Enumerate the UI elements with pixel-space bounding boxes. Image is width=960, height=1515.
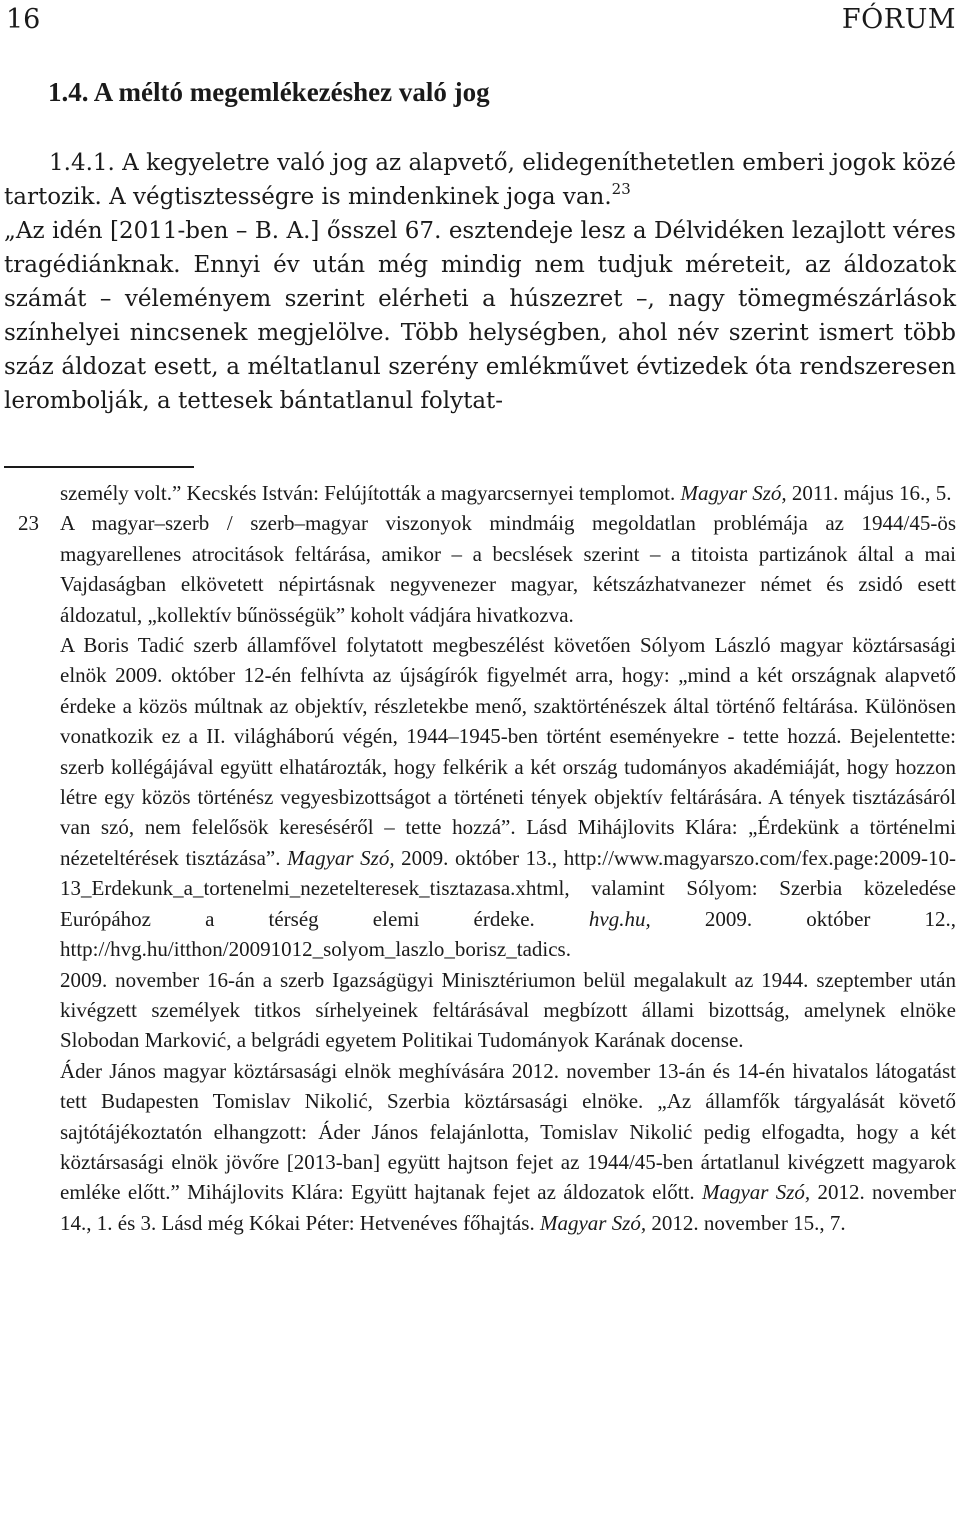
footnote-text: 2012. november 15., 7. [651, 1210, 846, 1235]
section-heading: 1.4. A méltó megemlékezéshez való jog [48, 77, 490, 107]
page-header [6, 2, 956, 38]
page-number: 16 [6, 4, 41, 35]
footnote-separator [4, 466, 194, 468]
footnote-text: A Boris Tadić szerb államfővel folytatott megbeszélést követően Sólyom László magyar köztársasági elnök 2009. október 12-én felhívta az újságírók figyelmét arra, hogy: „mind a két országnak alapvető érdeke a közös múltnak az objektív, részletekbe menő, szaktörténészek által történő feltárása. Különösen vonatkozik ez a II. világháború végén, 1944–1945-ben történt eseményekre - tette hozzá. Bejelentette: szerb kollégájával együtt elhatározták, hogy felkérik a két ország tudományos akadémiáját, hogy hozzon létre egy közös történész vegyesbizottságot a történeti tények objektív feltárására. A tények tisztázásáról van szó, nem felelősök kereséséről – tette hozzá”. Lásd Mihájlovits Klára: „Érdekünk a történelmi nézeteltérések tisztázása”. [60, 633, 956, 870]
footnote-23 [4, 508, 956, 1238]
paragraph-text: 1.4.1. A kegyeletre való jog az alapvető, elidegeníthetetlen emberi jogok közé tartozik. A végtisztességre is mindenkinek joga van. [4, 150, 957, 210]
footnote-text: személy volt.” Kecskés István: Felújították a magyarcsernyei templomot. [60, 481, 676, 505]
source-title: Magyar Szó, [539, 1210, 647, 1235]
footnote-text: 2009. október 13., http://www.magyarszo.com/fex.page:2009-10-13_Erdekunk_a_tortenelmi_nezetelteresek_tisztazasa.xhtml, valamint Sólyom: Szerbia közeledése Európához a térség elemi érdeke. [60, 845, 957, 931]
footnote-paragraph: 2009. november 16-án a szerb Igazságügyi Minisztériumon belül megalakult az 1944. szeptember után kivégzett személyek titkos sírhelyeinek feltárásával megbízott állami bizottság, amelynek elnöke Slobodan Marković, a belgrádi egyetem Politikai Tudományok Karának docense. [60, 967, 956, 1053]
footnote-paragraph: A magyar–szerb / szerb–magyar viszonyok mindmáig megoldatlan problémája az 1944/45-ös magyarellenes atrocitások feltárása, amikor – a becslések szerint – a titoista partizánok által a mai Vajdaságban elkövetett népirtásnak negyvenezer magyar, kétszázhatvanezer német és zsidó esett áldozatul, „kollektív bűnösségük” koholt vádjára hivatkozva. [60, 511, 956, 627]
body-paragraph [4, 146, 956, 214]
source-title: Magyar Szó, [701, 1180, 811, 1205]
body-text [4, 146, 956, 418]
footnote-text: Áder János magyar köztársasági elnök meghívására 2012. november 13-án és 14-én hivatalos látogatást tett Budapesten Tomislav Nikolić, Szerbia köztársasági elnöke. „Az államfők tárgyalását követő sajtótájékoztatón elhangzott: Áder János felajánlotta, Tomislav Nikolić pedig elfogadta, hogy a két köztársasági elnök jövőre [2013-ban] együtt hajtson fejet az 1944/45-ben ártatlanul kivégzett magyarok emléke előtt.” Mihájlovits Klára: Együtt hajtanak fejet az áldozatok előtt. [60, 1058, 956, 1205]
source-title: Magyar Szó, [287, 845, 395, 870]
source-title: Magyar Szó, [680, 481, 787, 505]
footnote-text: 2009. október 12., http://hvg.hu/itthon/20091012_solyom_laszlo_borisz_tadics. [60, 906, 957, 962]
footnote-text: 2011. május 16., 5. [791, 481, 952, 505]
footnote-text: 2012. november 14., 1. és 3. Lásd még Kókai Péter: Hetvenéves főhajtás. [60, 1180, 956, 1235]
footnote-paragraph [60, 1056, 956, 1238]
body-paragraph-quote: „Az idén [2011-ben – B. A.] ősszel 67. esztendeje lesz a Délvidéken lezajlott véres tragédiánknak. Ennyi év után még mindig nem tudjuk méreteit, az áldozatok számát – véleményem szerint elérheti a húszezret –, nagy tömegmészárlások színhelyei nincsenek megjelölve. Több helységben, ahol név szerint ismert több száz áldozat esett, a méltatlanul szerény emlékművet évtizedek óta rendszeresen lerombolják, a tettesek bántatlanul folytat- [4, 218, 956, 414]
source-title: hvg.hu, [588, 906, 651, 931]
footnote-number: 23 [18, 511, 39, 536]
footnotes [4, 478, 956, 1238]
running-head: FÓRUM [841, 4, 956, 35]
footnote-paragraph [60, 630, 956, 964]
footnote-reference: 23 [611, 180, 631, 198]
footnote-continuation [4, 478, 956, 508]
